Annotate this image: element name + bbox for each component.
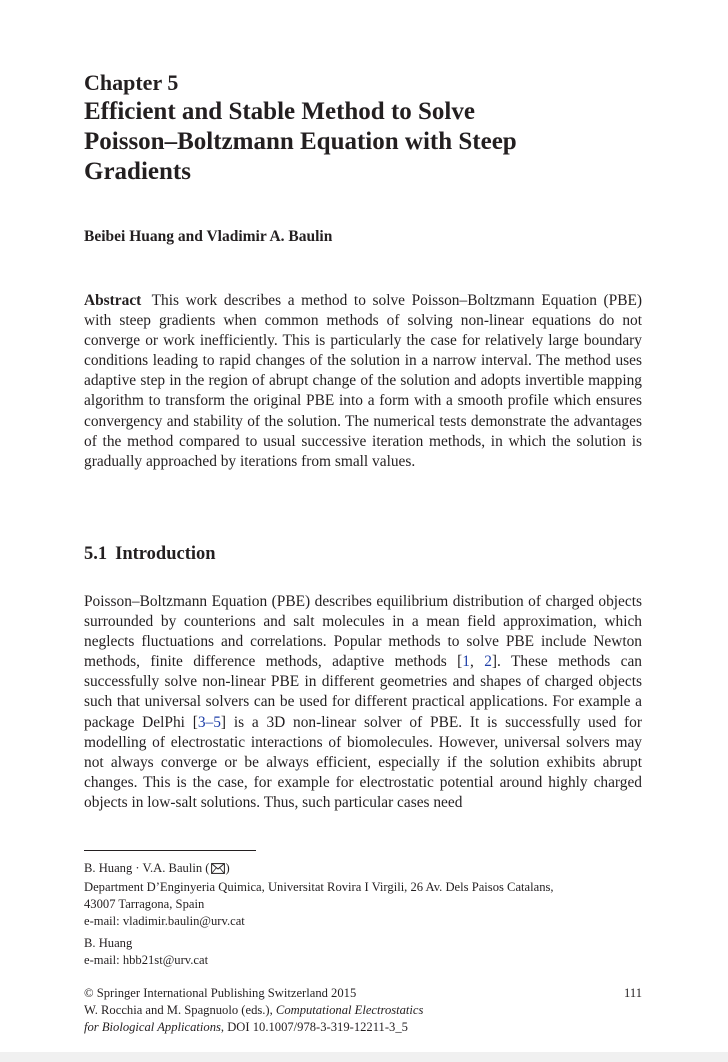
affiliation-block-2 [84, 935, 644, 969]
editors-line [84, 1002, 644, 1019]
affiliation-authors: B. Huang · V.A. Baulin [84, 861, 203, 875]
chapter-title [84, 97, 644, 187]
intro-text-part-3: ] is a 3D non-linear solver of PBE. It is successfully used for modelling of electrostatic interactions of biomolecules. However, universal solvers may not always converge or be always efficient, especially if the solution exhibits abrupt changes. This is the case, for example for electrostatic potential around highly charged objects in low-salt solutions. Thus, such particular cases need [84, 713, 642, 811]
affiliation-city: 43007 Tarragona, Spain [84, 897, 205, 911]
citation-link-3-5[interactable]: 3–5 [197, 713, 221, 731]
book-doi-line [84, 1019, 644, 1036]
section-number: 5.1 [84, 544, 108, 564]
affiliation-email-2: e-mail: hbb21st@urv.cat [84, 953, 209, 967]
doi-text: , DOI 10.1007/978-3-319-12211-3_5 [220, 1020, 408, 1034]
editors-text: W. Rocchia and M. Spagnuolo (eds.), [84, 1003, 276, 1017]
chapter-label: Chapter 5 [84, 70, 179, 95]
chapter-title-line-2: Poisson–Boltzmann Equation with Steep [84, 128, 517, 155]
footnote-divider [84, 850, 256, 851]
envelope-icon [211, 862, 225, 879]
affiliation-author-2: B. Huang [84, 936, 133, 950]
citation-separator: , [469, 653, 485, 671]
section-title: Introduction [115, 544, 216, 564]
author-list: Beibei Huang and Vladimir A. Baulin [84, 228, 333, 245]
intro-text-part-2: ]. These methods can successfully solve non-linear PBE in different geometries and shapes of charged objects such that universal solvers can be used for different practical applications. For example a package DelPhi [ [84, 653, 642, 731]
book-title-part-1: Computational Electrostatics [275, 1003, 424, 1017]
affiliation-email-1: e-mail: vladimir.baulin@urv.cat [84, 914, 245, 928]
affiliation-block-1 [84, 860, 644, 930]
citation-link-1[interactable]: 1 [462, 653, 470, 671]
intro-text-part-1: Poisson–Boltzmann Equation (PBE) describes equilibrium distribution of charged objects surrounded by counterions and salt molecules in a mean field approximation, which neglects fluctuations and correlations. Popular methods to solve PBE include Newton methods, finite difference methods, adaptive methods [ [84, 593, 642, 671]
copyright-block [84, 985, 644, 1036]
page-number: 111 [624, 986, 642, 1000]
abstract [84, 291, 642, 472]
introduction-paragraph [84, 592, 642, 813]
affiliation-authors-line: B. Huang · V.A. Baulin ( ) [84, 860, 644, 879]
chapter-title-line-3: Gradients [84, 158, 191, 185]
affiliation-department: Department D’Enginyeria Quimica, Universitat Rovira I Virgili, 26 Av. Dels Paisos Catalans, [84, 880, 554, 894]
book-title-part-2: for Biological Applications [84, 1020, 221, 1034]
viewer-bottom-edge [0, 1052, 728, 1062]
citation-link-2[interactable]: 2 [484, 653, 492, 671]
chapter-title-line-1: Efficient and Stable Method to Solve [84, 98, 475, 125]
abstract-label: Abstract [84, 292, 142, 309]
section-heading [84, 543, 216, 565]
abstract-text: This work describes a method to solve Poisson–Boltzmann Equation (PBE) with steep gradients when common methods of solving non-linear equations do not converge or work inefficiently. This is particularly the case for relatively large boundary conditions leading to rapid changes of the solution in a narrow interval. The method uses adaptive step in the region of abrupt change of the solution and adopts invertible mapping algorithm to transform the original PBE into a form with a smooth profile which ensures convergency and stability of the solution. The numerical tests demonstrate the advantages of the method compared to usual successive iteration methods, in which the solution is gradually approached by iterations from small values. [84, 292, 643, 470]
copyright-line: © Springer International Publishing Switzerland 2015 [84, 986, 357, 1000]
